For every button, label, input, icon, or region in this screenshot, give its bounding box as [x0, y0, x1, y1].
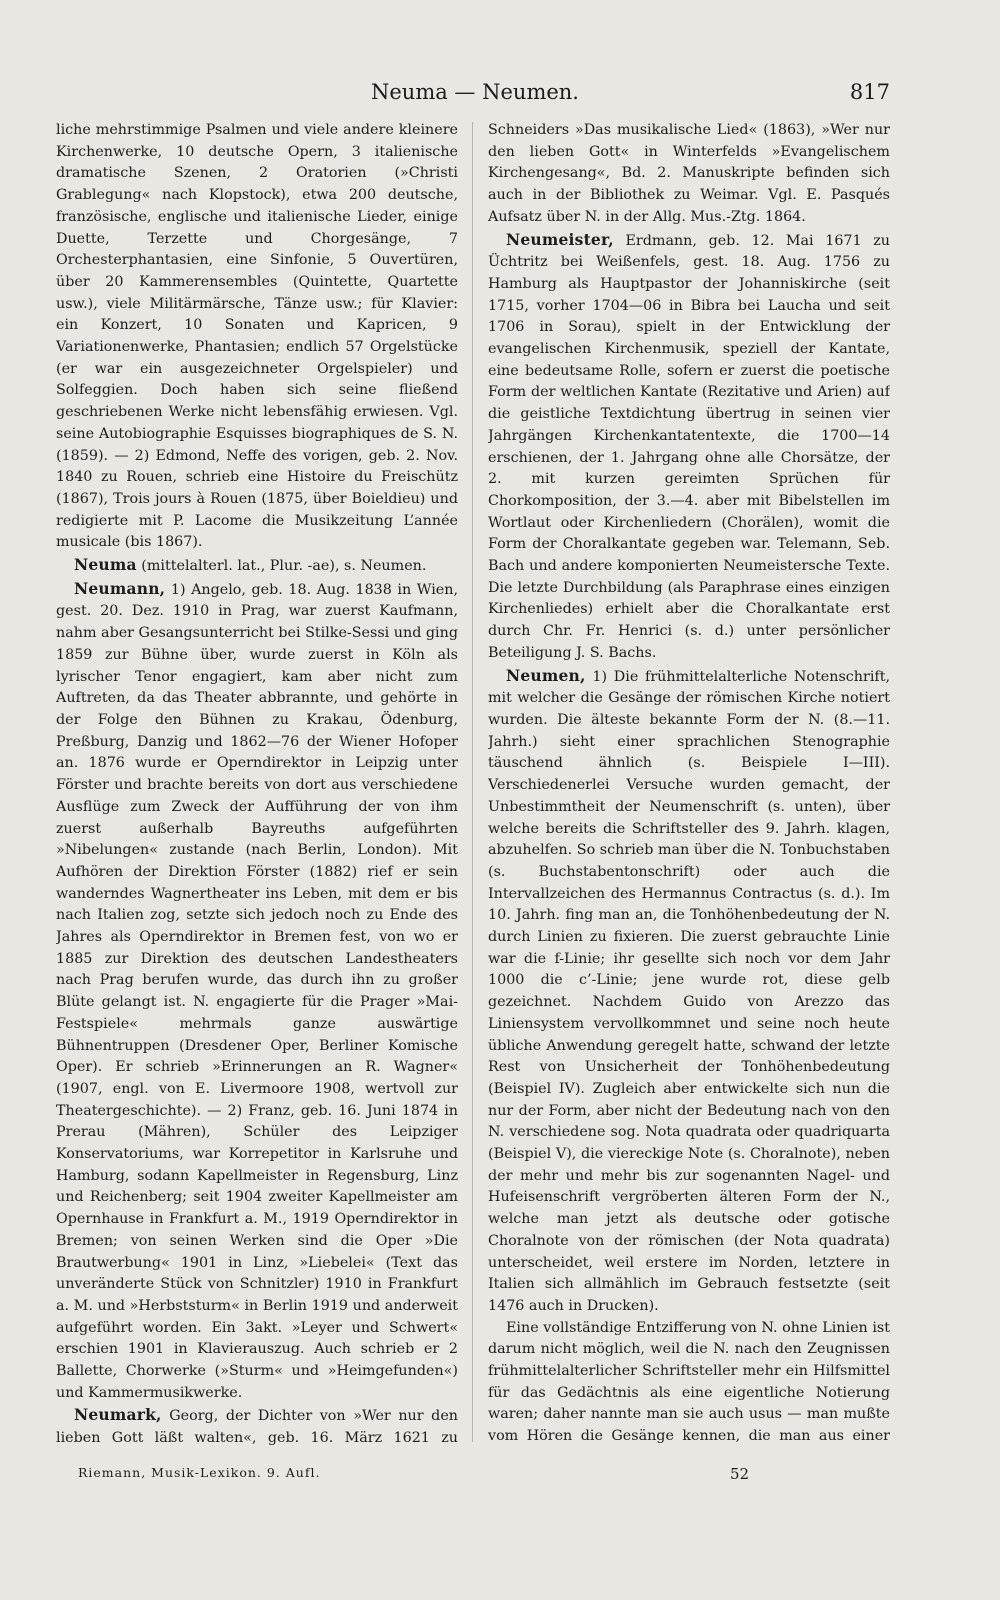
entry-neumann	[56, 578, 458, 1405]
entry-neumeister	[488, 229, 890, 665]
page-number: 817	[849, 80, 890, 104]
footer-source: Riemann, Musik-Lexikon. 9. Aufl.	[78, 1465, 321, 1480]
entry-neumark	[56, 1404, 458, 1445]
entry-neumeister-text: Erdmann, geb. 12. Mai 1671 zu Üchtritz bei Weißenfels, gest. 18. Aug. 1756 zu Hamburg als Hauptpastor der Johanniskirche (seit 1715, vorher 1704—06 in Bibra bei Laucha und seit 1706 in Sorau), spielt in der Entwicklung der evangelischen Kirchenmusik, speziell der Kantate, eine bedeutsame Rolle, sofern er zuerst die poetische Form der weltlichen Kantate (Rezitative und Arien) auf die geistliche Textdichtung übertrug in seinen vier Jahrgängen Kirchenkantatentexte, die 1700—14 erschienen, der 1. Jahrgang ohne alle Chorsätze, der 2. mit kurzen gereimten Sprüchen für Chorkomposition, der 3.—4. aber mit Bibelstellen im Wortlaut oder Kirchenliedern (Chorälen), womit die Form der Choralkantate gegeben war. Telemann, Seb. Bach und andere komponierten Neumeistersche Texte. Die letzte Durchbildung (als Paraphrase eines einzigen Kirchenliedes) erhielt aber die Choralkantate erst durch Chr. Fr. Henrici (s. d.) unter persönlicher Beteiligung J. S. Bachs.	[488, 232, 890, 661]
lemma-neumark: Neumark,	[74, 1405, 162, 1425]
entry-continuation: liche mehrstimmige Psalmen und viele andere kleinere Kirchenwerke, 10 deutsche Opern, 3 italienische dramatische Szenen, 2 Oratorien (»Christi Grablegung« nach Klopstock), etwa 200 deutsche, französische, englische und italienische Lieder, einige Duette, Terzette und Chorgesänge, 7 Orchesterphantasien, eine Sinfonie, 5 Ouvertüren, über 20 Kammerensembles (Quintette, Quartette usw.), viele Militärmärsche, Tänze usw.; für Klavier: ein Konzert, 10 Sonaten und Kapricen, 9 Variationenwerke, Phantasien; endlich 57 Orgelstücke (er war ein ausgezeichneter Orgelspieler) und Solfeggien. Doch haben sich seine fließend geschriebenen Werke nicht lebensfähig erwiesen. Vgl. seine Autobiographie Esquisses biographiques de S. N. (1859). — 2) Edmond, Neffe des vorigen, geb. 2. Nov. 1840 zu Rouen, schrieb eine Histoire du Freischütz (1867), Trois jours à Rouen (1875, über Boieldieu) und redigierte mit P. Lacome die Musikzeitung L’année musicale (bis 1867).	[56, 122, 458, 551]
lemma-neumann: Neumann,	[74, 578, 166, 598]
entry-neuma-text: (mittelalterl. lat., Plur. -ae), s. Neumen.	[136, 558, 427, 575]
right-column	[488, 120, 890, 1445]
entry-neumen-paragraph-2: Eine vollständige Entzifferung von N. ohne Linien ist darum nicht möglich, weil die N. nach den Zeugnissen frühmittelalterlicher Schriftsteller mehr ein Hilfsmittel für das Gedächtnis als eine eigentliche Notierung waren; daher nannte man sie auch usus — man mußte vom Hören die Gesänge kennen, die man aus einer	[488, 1319, 890, 1445]
lemma-neumen: Neumen,	[506, 665, 586, 685]
signature-number: 52	[730, 1465, 750, 1483]
running-title: Neuma — Neumen.	[371, 80, 579, 104]
lemma-neuma: Neuma	[74, 555, 137, 575]
lemma-neumeister: Neumeister,	[506, 229, 614, 249]
entry-neumark-continuation: Schneiders »Das musikalische Lied« (1863), »Wer nur den lieben Gott« in Winterfelds »Evangelischem Kirchengesang«, Bd. 2. Manuskripte befinden sich auch in der Bibliothek zu Weimar. Vgl. E. Pasqués Aufsatz über N. in der Allg. Mus.-Ztg. 1864.	[488, 122, 890, 225]
entry-neuma	[56, 554, 458, 578]
entry-neumark-text: Georg, der Dichter von »Wer nur den lieben Gott läßt walten«, geb. 16. März 1621 zu	[56, 1408, 458, 1445]
entry-neumann-text: 1) Angelo, geb. 18. Aug. 1838 in Wien, gest. 20. Dez. 1910 in Prag, war zuerst Kaufmann, nahm aber Gesangsunterricht bei Stilke-Sessi und ging 1859 zur Bühne über, wurde zuerst in Köln als lyrischer Tenor engagiert, kam aber nicht zum Auftreten, da das Theater abbrannte, und gehörte in der Folge den Bühnen zu Krakau, Ödenburg, Preßburg, Danzig und 1862—76 der Wiener Hofoper an. 1876 wurde er Operndirektor in Leipzig unter Förster und brachte bereits von dort aus verschiedene Ausflüge zum Zweck der Aufführung der von ihm zuerst außerhalb Bayreuths aufgeführten »Nibelungen« zustande (nach Berlin, London). Mit Aufhören der Direktion Förster (1882) rief er sein wanderndes Wagnertheater ins Leben, mit dem er bis nach Italien zog, setzte sich jedoch noch zu Ende des Jahres als Operndirektor in Bremen fest, von wo er 1885 zur Direktion des deutschen Landestheaters nach Prag berufen wurde, das durch ihn zu großer Blüte gelangt ist. N. engagierte für die Prager »Mai-Festspiele« mehrmals ganze auswärtige Bühnentruppen (Dresdener Oper, Berliner Komische Oper). Er schrieb »Erinnerungen an R. Wagner« (1907, engl. von E. Livermoore 1908, wertvoll zur Theatergeschichte). — 2) Franz, geb. 16. Juni 1874 in Prerau (Mähren), Schüler des Leipziger Konservatoriums, war Korrepetitor in Karlsruhe und Hamburg, sodann Kapellmeister in Regensburg, Linz und Reichenberg; seit 1904 zweiter Kapellmeister am Opernhause in Frankfurt a. M., 1919 Operndirektor in Bremen; von seinen Werken sind die Oper »Die Brautwerbung« 1901 in Linz, »Liebelei« (Text das unveränderte Stück von Schnitzler) 1910 in Frankfurt a. M. und »Herbststurm« in Berlin 1919 und anderweit aufgeführt worden. Ein 3akt. »Leyer und Schwert« erschien 1901 in Klavierauszug. Auch schrieb er 2 Ballette, Chorwerke (»Sturm« und »Heimgefunden«) und Kammermusikwerke.	[56, 581, 458, 1401]
entry-neumen	[488, 665, 890, 1318]
entry-neumen-text: 1) Die frühmittelalterliche Notenschrift, mit welcher die Gesänge der römischen Kirche notiert wurden. Die älteste bekannte Form der N. (8.—11. Jahrh.) sieht einer sprachlichen Stenographie täuschend ähnlich (s. Beispiele I—III). Verschiedenerlei Versuche wurden gemacht, der Unbestimmtheit der Neumenschrift (s. unten), über welche bereits die Schriftsteller des 9. Jahrh. klagen, abzuhelfen. So schrieb man über die N. Tonbuchstaben (s. Buchstabentonschrift) oder auch die Intervallzeichen des Hermannus Contractus (s. d.). Im 10. Jahrh. fing man an, die Tonhöhenbedeutung der N. durch Linien zu fixieren. Die zuerst gebrauchte Linie war die f-Linie; ihr gesellte sich noch vor dem Jahr 1000 die c’-Linie; jene wurde rot, diese gelb gezeichnet. Nachdem Guido von Arezzo das Liniensystem vervollkommnet und seine noch heute übliche Anwendung geregelt hatte, schwand der letzte Rest von Unsicherheit der Tonhöhenbedeutung (Beispiel IV). Zugleich aber entwickelte sich nun die nur der Form, aber nicht der Bedeutung nach von den N. verschiedene sog. Nota quadrata oder quadriquarta (Beispiel V), die viereckige Note (s. Choralnote), neben der mehr und mehr bis zur sogenannten Nagel- und Hufeisenschrift vergröberten älteren Form der N., welche man jetzt als deutsche oder gotische Choralnote von der römischen (der Nota quadrata) unterscheidet, weil erstere im Norden, letztere in Italien sich allmählich im Gebrauch festsetzte (seit 1476 auch in Drucken).	[488, 668, 890, 1314]
page-header	[60, 78, 890, 118]
left-column	[56, 120, 458, 1445]
column-divider	[472, 122, 473, 1442]
